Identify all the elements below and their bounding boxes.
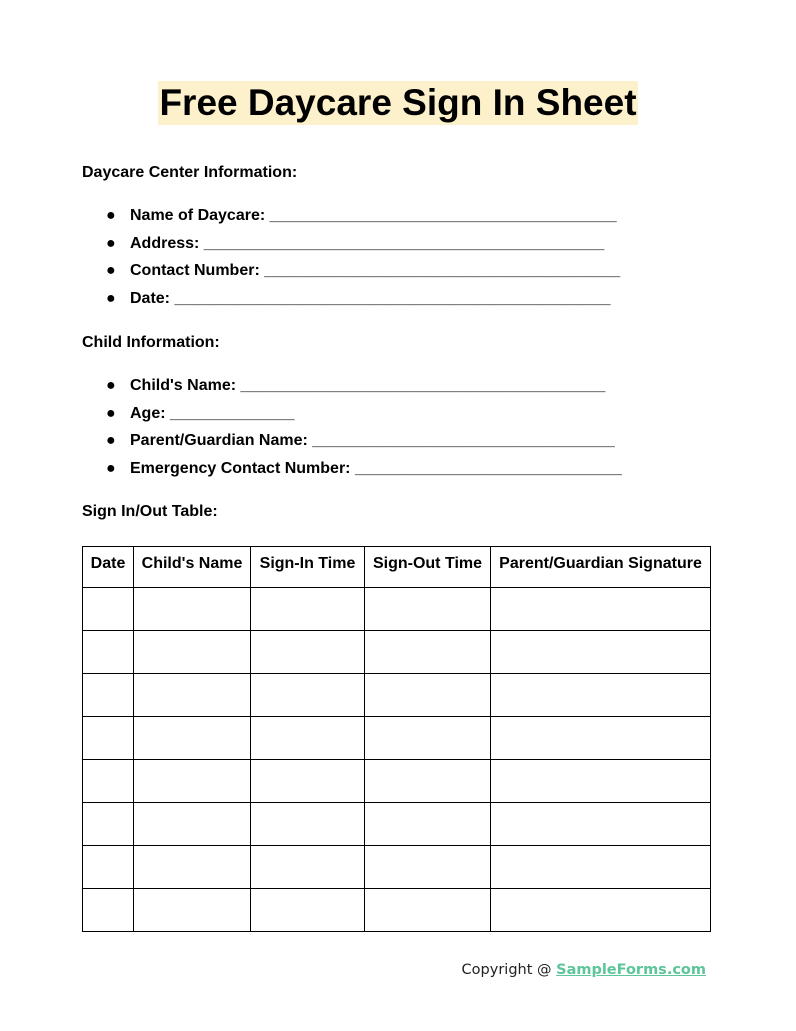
bullet-icon: ● [106, 377, 116, 394]
field-label: Child's Name: _________________________________________ [130, 377, 606, 394]
table-cell[interactable] [83, 846, 134, 889]
title-container [0, 81, 796, 125]
table-cell[interactable] [251, 674, 365, 717]
child-info-list [82, 372, 622, 482]
table-cell[interactable] [365, 717, 491, 760]
table-cell[interactable] [83, 889, 134, 932]
column-header-guardian-signature: Parent/Guardian Signature [491, 547, 711, 588]
field-label: Address: _____________________________________________ [130, 234, 605, 252]
table-cell[interactable] [83, 760, 134, 803]
field-address [82, 230, 620, 258]
table-cell[interactable] [491, 803, 711, 846]
copyright-text: Copyright @ [461, 962, 557, 978]
table-cell[interactable] [134, 889, 251, 932]
table-cell[interactable] [134, 717, 251, 760]
field-label: Age: ______________ [130, 404, 295, 422]
column-header-date: Date [83, 547, 134, 588]
table-row [83, 631, 711, 674]
brand-link[interactable]: SampleForms.com [556, 962, 706, 978]
column-header-child-name: Child's Name [134, 547, 251, 588]
table-cell[interactable] [251, 803, 365, 846]
field-date [82, 285, 620, 313]
table-cell[interactable] [491, 588, 711, 631]
table-cell[interactable] [365, 631, 491, 674]
field-contact-number [82, 257, 620, 285]
bullet-icon: ● [106, 432, 116, 449]
table-cell[interactable] [251, 717, 365, 760]
table-cell[interactable] [83, 631, 134, 674]
table-cell[interactable] [491, 631, 711, 674]
table-cell[interactable] [365, 803, 491, 846]
field-label: Emergency Contact Number: ______________________________ [130, 459, 622, 477]
field-age [82, 400, 622, 428]
table-cell[interactable] [134, 846, 251, 889]
table-cell[interactable] [83, 588, 134, 631]
field-label: Date: _________________________________________________ [130, 289, 611, 307]
table-cell[interactable] [251, 760, 365, 803]
table-body [83, 588, 711, 932]
daycare-info-list [82, 202, 620, 312]
table-cell[interactable] [134, 674, 251, 717]
table-row [83, 717, 711, 760]
bullet-icon: ● [106, 234, 116, 252]
field-label: Name of Daycare: _______________________________________ [130, 207, 617, 224]
page-title: Free Daycare Sign In Sheet [159, 82, 637, 123]
table-row [83, 846, 711, 889]
table-cell[interactable] [134, 631, 251, 674]
sign-table-heading: Sign In/Out Table: [82, 503, 218, 520]
bullet-icon: ● [106, 262, 116, 279]
footer-copyright [462, 962, 706, 978]
column-header-sign-in-time: Sign-In Time [251, 547, 365, 588]
table-cell[interactable] [365, 846, 491, 889]
table-cell[interactable] [491, 717, 711, 760]
table-cell[interactable] [134, 803, 251, 846]
table-cell[interactable] [134, 588, 251, 631]
table-cell[interactable] [365, 760, 491, 803]
bullet-icon: ● [106, 459, 116, 477]
table-cell[interactable] [251, 889, 365, 932]
table-cell[interactable] [491, 846, 711, 889]
bullet-icon: ● [106, 404, 116, 422]
table-cell[interactable] [83, 674, 134, 717]
table-cell[interactable] [365, 588, 491, 631]
field-guardian-name [82, 427, 622, 455]
table-cell[interactable] [251, 631, 365, 674]
table-cell[interactable] [251, 846, 365, 889]
table-cell[interactable] [134, 760, 251, 803]
table-cell[interactable] [365, 889, 491, 932]
table-cell[interactable] [491, 889, 711, 932]
table-row [83, 803, 711, 846]
table-cell[interactable] [491, 674, 711, 717]
table-row [83, 760, 711, 803]
bullet-icon: ● [106, 207, 116, 224]
child-info-heading: Child Information: [82, 334, 220, 351]
table-cell[interactable] [365, 674, 491, 717]
column-header-sign-out-time: Sign-Out Time [365, 547, 491, 588]
sign-in-out-table [82, 546, 711, 932]
table-cell[interactable] [491, 760, 711, 803]
field-label: Parent/Guardian Name: __________________________________ [130, 432, 615, 449]
field-label: Contact Number: ________________________________________ [130, 262, 621, 279]
table-cell[interactable] [83, 717, 134, 760]
table-header-row [83, 547, 711, 588]
field-child-name [82, 372, 622, 400]
field-emergency-contact [82, 455, 622, 483]
table-cell[interactable] [83, 803, 134, 846]
table-cell[interactable] [251, 588, 365, 631]
table-row [83, 588, 711, 631]
table-row [83, 889, 711, 932]
bullet-icon: ● [106, 289, 116, 307]
daycare-info-heading: Daycare Center Information: [82, 164, 298, 181]
field-daycare-name [82, 202, 620, 230]
table-row [83, 674, 711, 717]
